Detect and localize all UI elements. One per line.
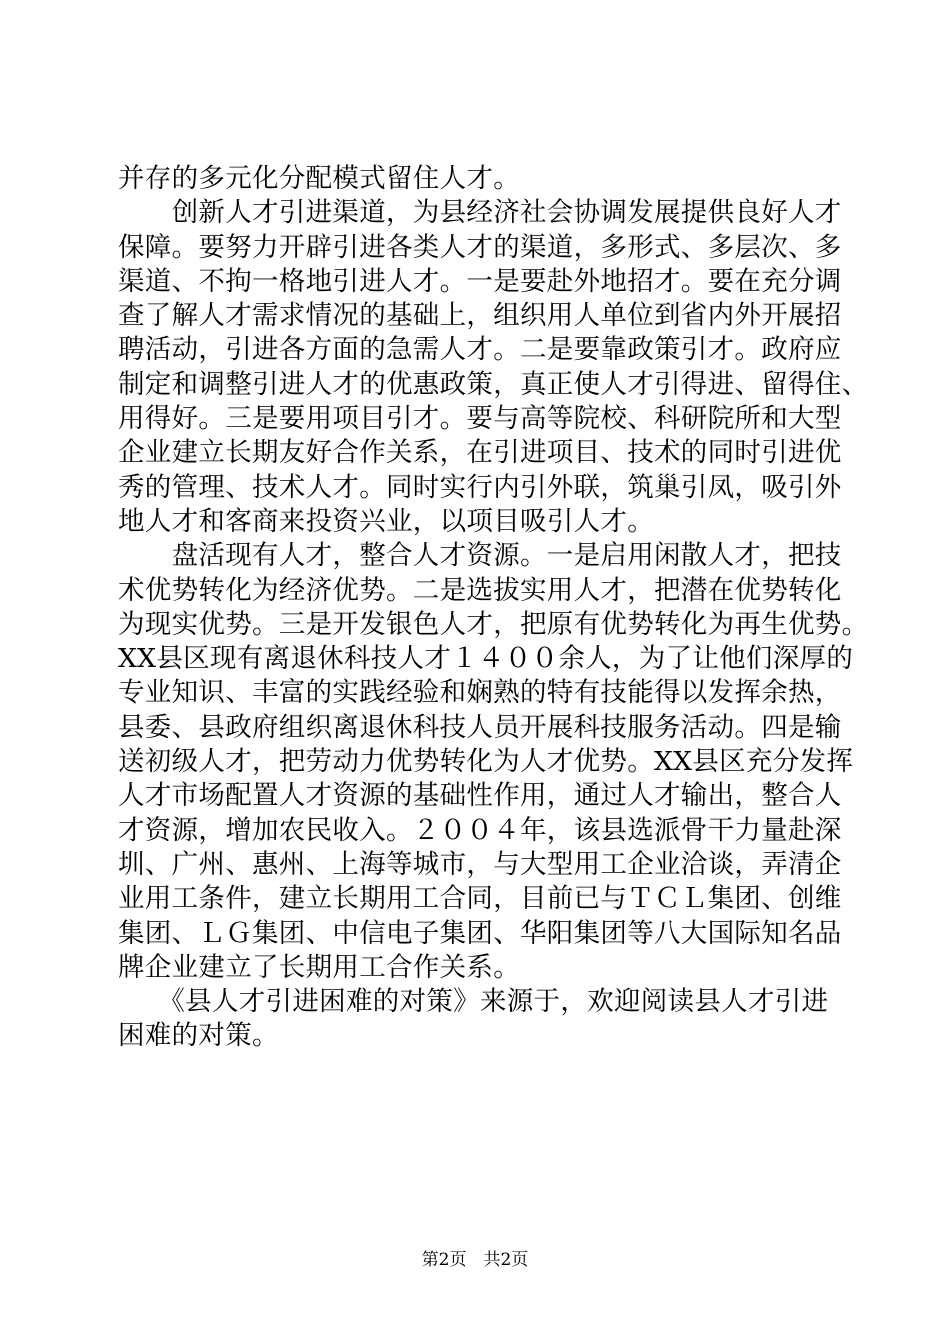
text-line: 盘活现有人才，整合人才资源。一是启用闲散人才，把技 — [118, 540, 842, 572]
text-line: 地人才和客商来投资兴业，以项目吸引人才。 — [118, 505, 654, 537]
text-line: 专业知识、丰富的实践经验和娴熟的特有技能得以发挥余热， — [118, 677, 842, 709]
text-line: 企业建立长期友好合作关系，在引进项目、技术的同时引进优 — [118, 437, 842, 469]
text-line: 渠道、不拘一格地引进人才。一是要赴外地招才。要在充分调 — [118, 265, 842, 297]
page-number-footer: 第2页 共2页 — [421, 1250, 529, 1270]
text-line: 并存的多元化分配模式留住人才。 — [118, 163, 520, 194]
text-line: 制定和调整引进人才的优惠政策，真正使人才引得进、留得住、 — [118, 368, 869, 400]
text-line: 用得好。三是要用项目引才。要与高等院校、科研院所和大型 — [118, 403, 842, 435]
text-line: 牌企业建立了长期用工合作关系。 — [118, 951, 520, 983]
text-line: 保障。要努力开辟引进各类人才的渠道，多形式、多层次、多 — [118, 231, 842, 263]
text-line: 县委、县政府组织离退休科技人员开展科技服务活动。四是输 — [118, 711, 842, 743]
text-line: 秀的管理、技术人才。同时实行内引外联，筑巢引凤，吸引外 — [118, 471, 842, 503]
text-line: 人才市场配置人才资源的基础性作用，通过人才输出，整合人 — [118, 780, 842, 812]
text-line: 圳、广州、惠州、上海等城市，与大型用工企业洽谈，弄清企 — [118, 848, 842, 880]
text-line: 查了解人才需求情况的基础上，组织用人单位到省内外开展招 — [118, 300, 842, 332]
text-line: 业用工条件，建立长期用工合同，目前已与ＴＣＬ集团、创维 — [118, 883, 842, 915]
text-line: 《县人才引进困难的对策》来源于，欢迎阅读县人才引进 — [118, 986, 829, 1018]
text-line: 术优势转化为经济优势。二是选拔实用人才，把潜在优势转化 — [118, 574, 842, 606]
text-line: 创新人才引进渠道，为县经济社会协调发展提供良好人才 — [118, 197, 842, 229]
text-line: 困难的对策。 — [118, 1020, 279, 1052]
document-body — [118, 162, 869, 1054]
text-line: 才资源，增加农民收入。２００４年，该县选派骨干力量赴深 — [118, 814, 842, 846]
text-line: 为现实优势。三是开发银色人才，把原有优势转化为再生优势。 — [118, 608, 869, 640]
text-line: 送初级人才，把劳动力优势转化为人才优势。XX县区充分发挥 — [118, 746, 854, 778]
text-line: XX县区现有离退休科技人才１４００余人，为了让他们深厚的 — [118, 643, 854, 675]
text-line: 聘活动，引进各方面的急需人才。二是要靠政策引才。政府应 — [118, 334, 842, 366]
text-line: 集团、ＬＧ集团、中信电子集团、华阳集团等八大国际知名品 — [118, 917, 842, 949]
